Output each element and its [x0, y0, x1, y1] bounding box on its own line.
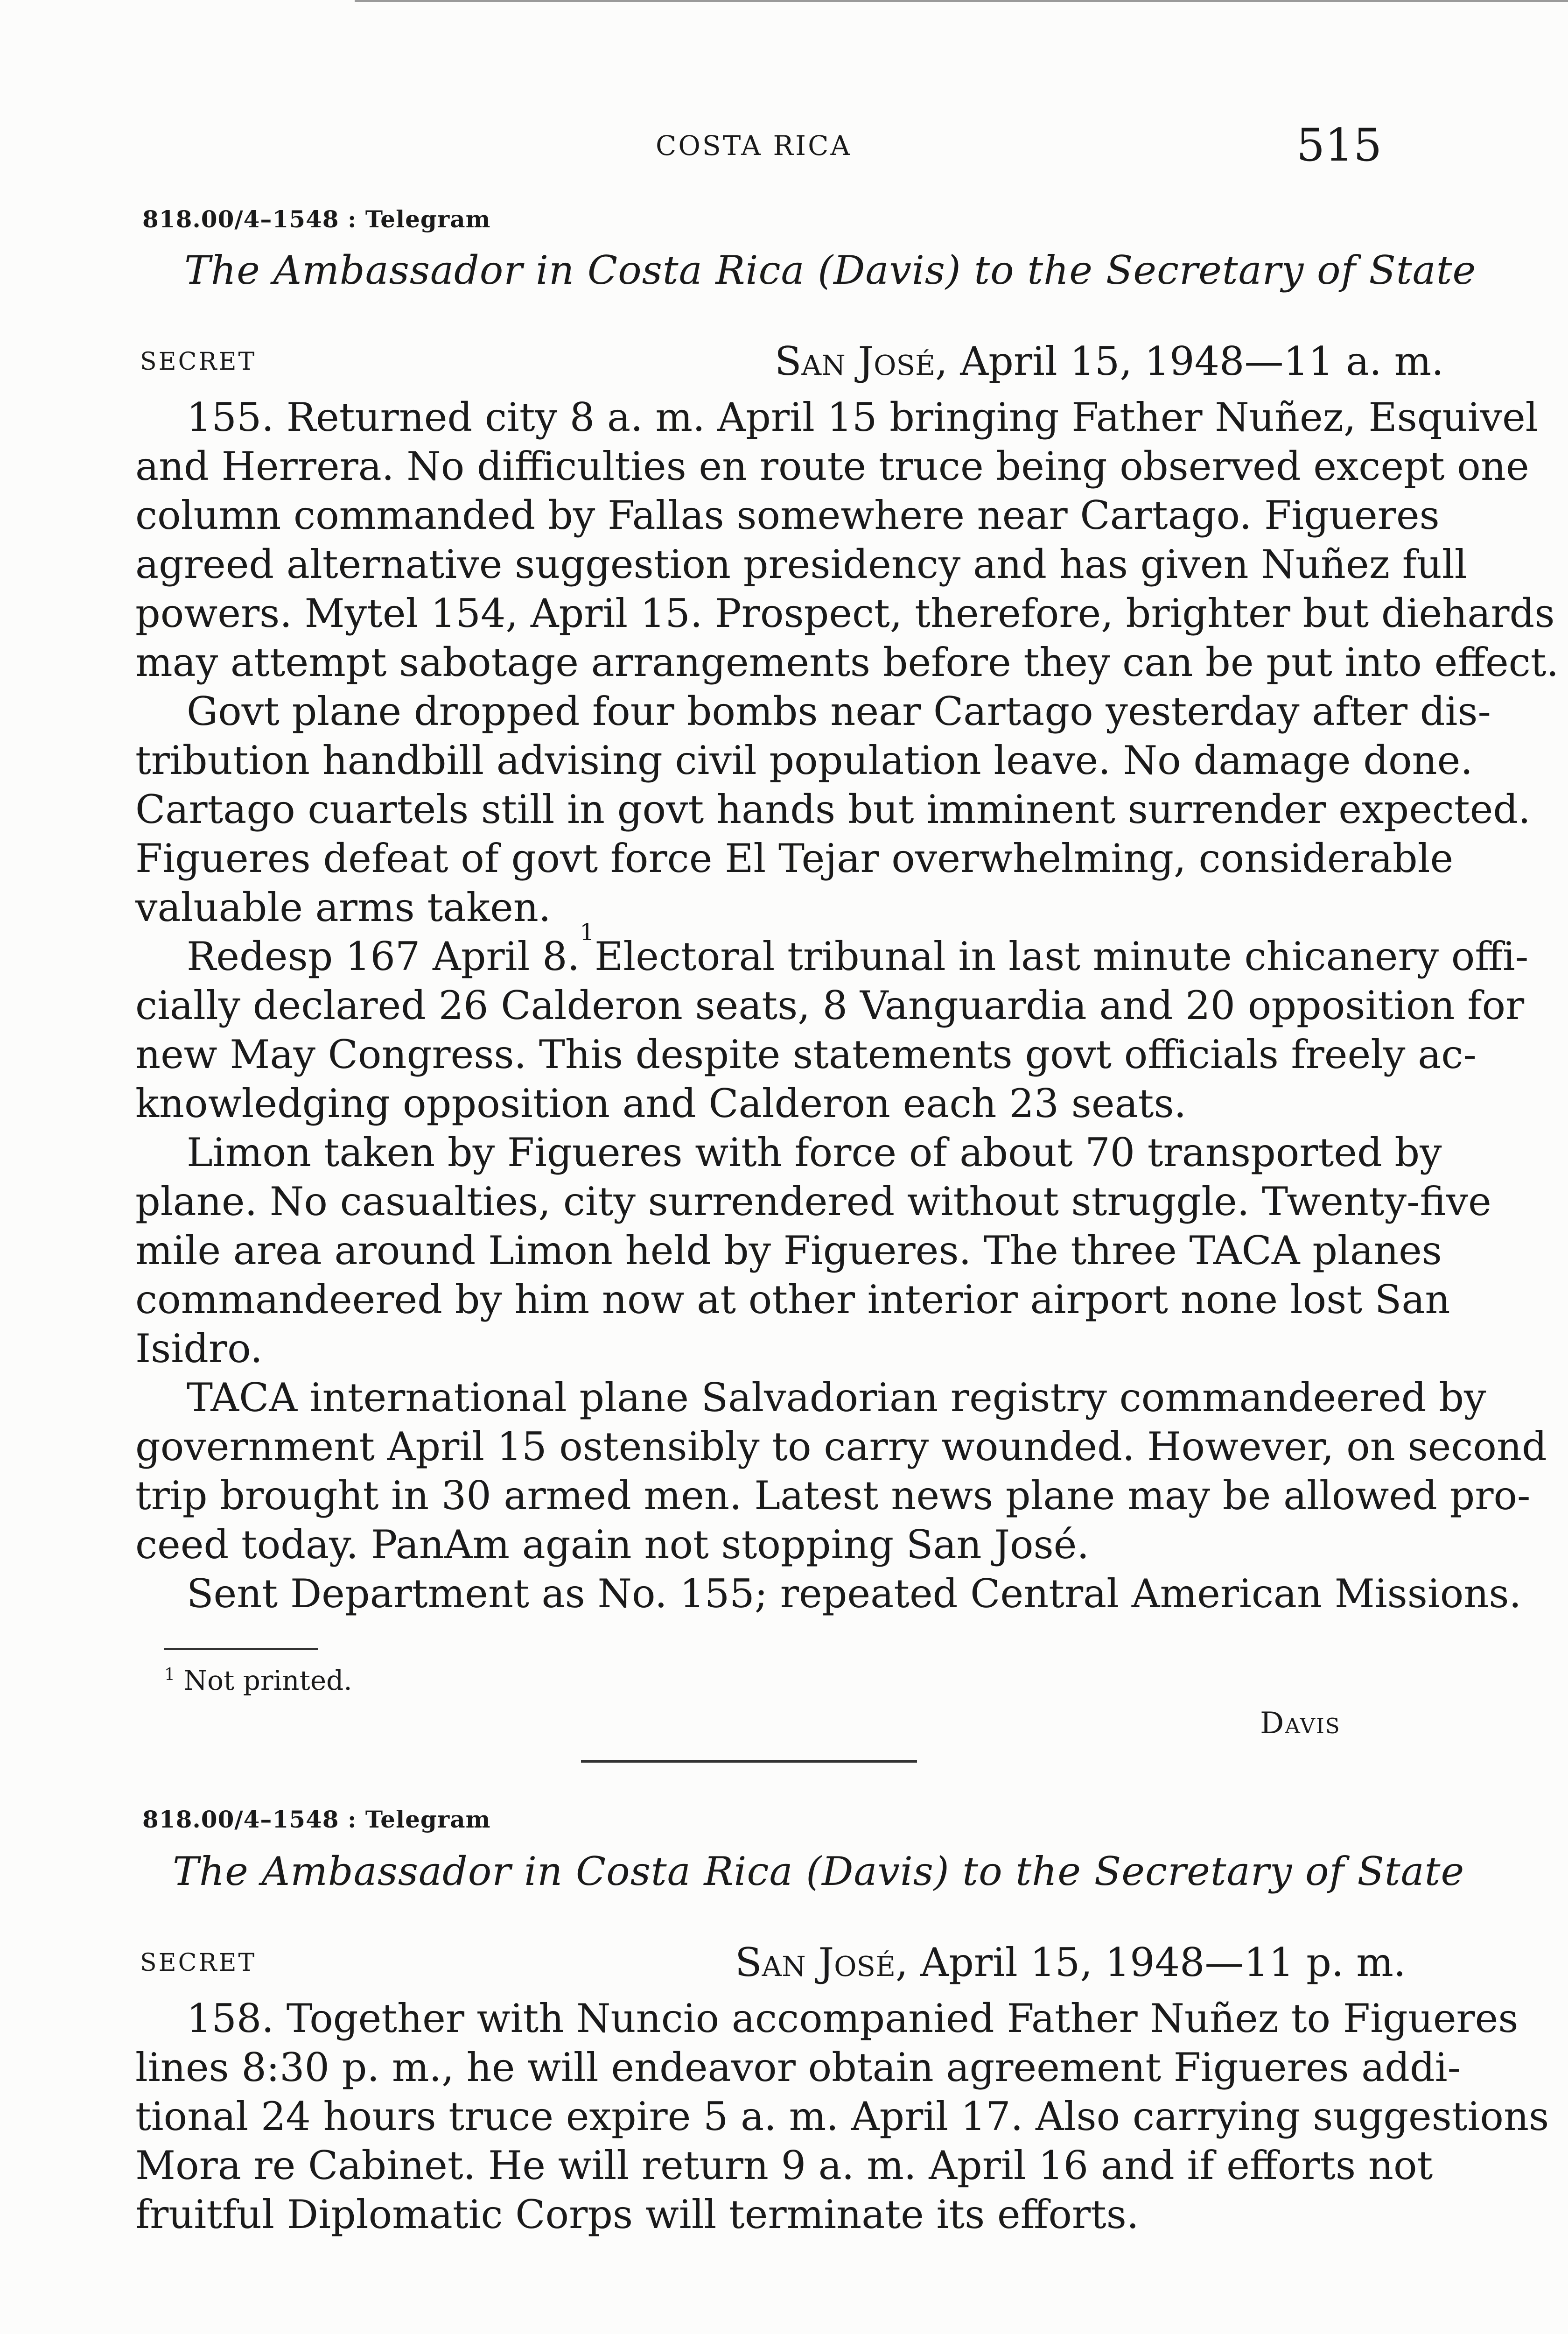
doc2-place: San José, — [735, 1940, 908, 1985]
footnote-marker: 1 — [164, 1665, 175, 1685]
body-line: TACA international plane Salvadorian registry commandeered by — [187, 1375, 1486, 1420]
body-line: valuable arms taken. — [135, 885, 551, 930]
body-line: column commanded by Fallas somewhere near Cartago. Figueres — [135, 492, 1440, 538]
doc2-file-reference: 818.00/4–1548 : Telegram — [142, 1806, 491, 1833]
body-line: cially declared 26 Calderon seats, 8 Vanguardia and 20 opposition for — [135, 983, 1525, 1028]
doc1-address-line: The Ambassador in Costa Rica (Davis) to the Secretary of State — [184, 247, 1477, 293]
body-line: commandeered by him now at other interior airport none lost San — [135, 1277, 1450, 1322]
body-line: Govt plane dropped four bombs near Cartago yesterday after dis- — [187, 689, 1491, 734]
body-line: fruitful Diplomatic Corps will terminate its efforts. — [135, 2192, 1139, 2237]
body-line: Sent Department as No. 155; repeated Central American Missions. — [187, 1571, 1522, 1617]
body-line: knowledging opposition and Calderon each 23 seats. — [135, 1081, 1187, 1126]
doc2-address-line: The Ambassador in Costa Rica (Davis) to the Secretary of State — [173, 1849, 1465, 1894]
body-line: Figueres defeat of govt force El Tejar overwhelming, considerable — [135, 836, 1454, 881]
body-line: Isidro. — [135, 1326, 263, 1371]
top-border-line — [355, 0, 1568, 2]
body-line — [135, 919, 1529, 981]
body-line: may attempt sabotage arrangements before they can be put into effect. — [135, 640, 1559, 685]
body-line: and Herrera. No difficulties en route truce being observed except one — [135, 443, 1529, 489]
doc1-classification: SECRET — [140, 348, 257, 376]
body-line: Limon taken by Figueres with force of about 70 transported by — [187, 1130, 1442, 1175]
body-line: ceed today. PanAm again not stopping San José. — [135, 1522, 1090, 1568]
doc1-place: San José, — [775, 338, 948, 384]
footnote — [164, 1662, 352, 1699]
body-line: new May Congress. This despite statements govt officials freely ac- — [135, 1032, 1477, 1077]
body-line: agreed alternative suggestion presidency and has given Nuñez full — [135, 541, 1467, 587]
body-line: Mora re Cabinet. He will return 9 a. m. April 16 and if efforts not — [135, 2143, 1433, 2188]
doc1-date: April 15, 1948—11 a. m. — [960, 338, 1444, 384]
redesp-text: Redesp 167 April 8. — [187, 934, 580, 979]
doc2-body — [135, 1994, 1549, 2239]
body-line: government April 15 ostensibly to carry wounded. However, on second — [135, 1424, 1547, 1469]
body-line: plane. No casualties, city surrendered without struggle. Twenty-five — [135, 1179, 1491, 1224]
body-line: 158. Together with Nuncio accompanied Father Nuñez to Figueres — [187, 1996, 1519, 2041]
footnote-text: Not printed. — [183, 1665, 352, 1696]
body-line: 155. Returned city 8 a. m. April 15 bringing Father Nuñez, Esquivel — [187, 394, 1538, 440]
doc1-body — [135, 393, 1559, 1618]
body-line: tional 24 hours truce expire 5 a. m. April 17. Also carrying suggestions — [135, 2094, 1549, 2139]
body-line: powers. Mytel 154, April 15. Prospect, therefore, brighter but diehards — [135, 591, 1555, 636]
body-line: Cartago cuartels still in govt hands but imminent surrender expected. — [135, 787, 1531, 832]
doc1-file-reference: 818.00/4–1548 : Telegram — [142, 205, 491, 233]
page-number: 515 — [1296, 119, 1382, 171]
footnote-rule — [164, 1648, 318, 1650]
doc2-date: April 15, 1948—11 p. m. — [920, 1940, 1406, 1985]
body-line: trip brought in 30 armed men. Latest news plane may be allowed pro- — [135, 1473, 1531, 1519]
doc2-dateline — [735, 1940, 1406, 1985]
body-line: lines 8:30 p. m., he will endeavor obtain agreement Figueres addi- — [135, 2045, 1461, 2090]
doc2-classification: SECRET — [140, 1949, 257, 1977]
footnote-ref-marker: 1 — [580, 919, 595, 946]
body-line: mile area around Limon held by Figueres. The three TACA planes — [135, 1228, 1442, 1273]
doc1-dateline — [775, 338, 1444, 384]
document-separator — [581, 1760, 917, 1763]
body-line: tribution handbill advising civil population leave. No damage done. — [135, 738, 1473, 783]
redesp-continuation: Electoral tribunal in last minute chicanery offi- — [595, 934, 1529, 979]
running-header: COSTA RICA — [656, 130, 852, 162]
doc1-signature: Davis — [1260, 1706, 1341, 1741]
